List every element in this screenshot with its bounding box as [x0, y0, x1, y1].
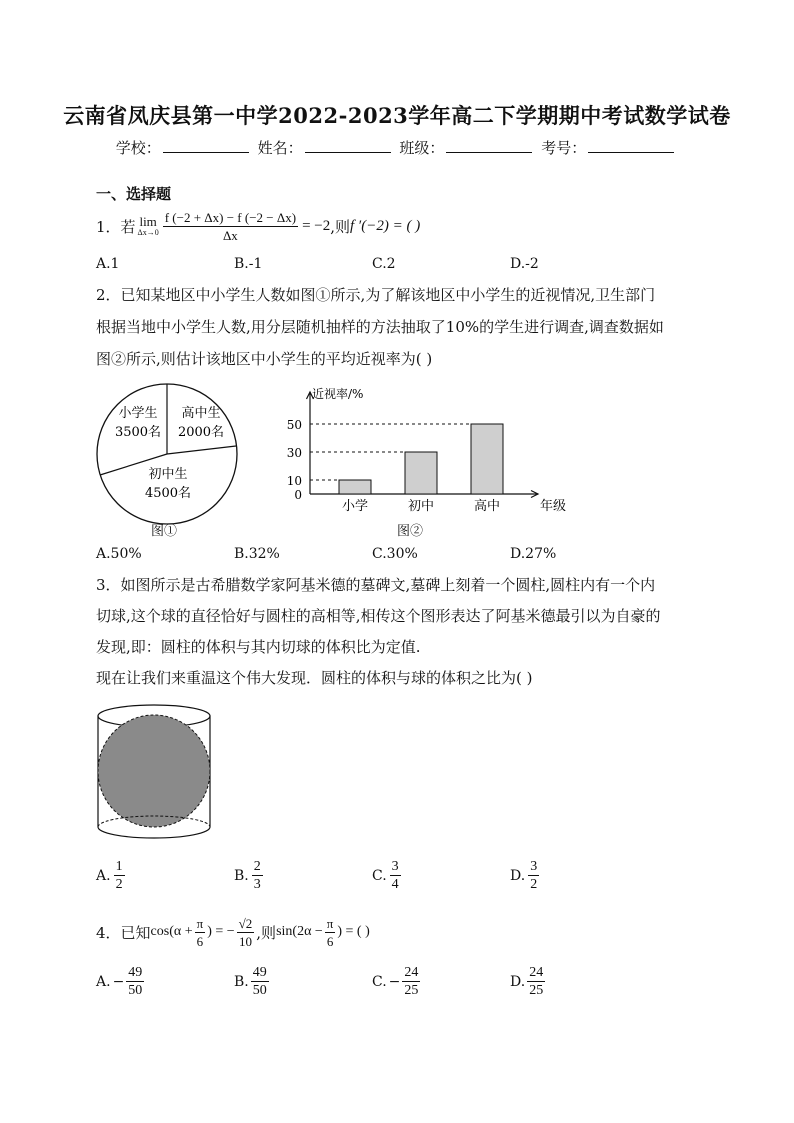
y-tick-label: 30	[286, 446, 302, 460]
question-4	[96, 910, 370, 954]
class-blank[interactable]	[446, 140, 532, 153]
bar-caption: 图②	[397, 524, 424, 539]
exam-no-label: 考号：	[541, 139, 587, 157]
x-axis-label: 年级	[540, 499, 567, 514]
q1-option-d[interactable]: D.-2	[510, 256, 539, 272]
y-tick-label: 0	[294, 488, 302, 502]
cylinder-sphere-figure	[92, 700, 222, 850]
student-info-row	[0, 137, 794, 158]
x-tick-label: 小学	[341, 499, 369, 514]
pie-slice-count: 2000名	[177, 425, 225, 440]
q4-prefix: 4．已知	[96, 923, 151, 942]
school-label: 学校：	[115, 139, 161, 157]
name-blank[interactable]	[305, 140, 391, 153]
q3-option-c[interactable]: C. $\frac{3}{4}$	[372, 859, 399, 892]
x-tick-label: 高中	[473, 499, 501, 514]
pie-caption: 图①	[151, 524, 178, 539]
exam-no-blank[interactable]	[588, 140, 674, 153]
q4-option-b[interactable]: B. $\frac{49}{50}$	[234, 965, 267, 998]
page-title: 云南省凤庆县第一中学2022-2023学年高二下学期期中考试数学试卷	[63, 103, 731, 128]
class-label: 班级：	[399, 139, 445, 157]
q1-equals: = −2	[302, 217, 331, 234]
q3-option-d[interactable]: D. $\frac{3}{2}$	[510, 859, 538, 892]
q2-option-a[interactable]: A.50%	[96, 546, 142, 562]
q4-root2-over-10: $\frac{√2}{10}$	[238, 915, 253, 949]
population-pie-chart	[90, 380, 250, 540]
q1-then: ,则	[330, 217, 351, 236]
q1-limit: lim Δx→0	[137, 214, 159, 237]
pie-slice-label: 小学生	[118, 406, 158, 421]
myopia-bar-chart	[280, 380, 570, 520]
y-tick-label: 50	[286, 418, 302, 432]
inscribed-sphere	[98, 715, 210, 827]
q3-line-3: 发现,即：圆柱的体积与其内切球的体积比为定值.	[96, 638, 421, 656]
pie-slice-count: 3500名	[114, 425, 162, 440]
q4-cos: cos(α +	[150, 924, 193, 939]
q2-option-b[interactable]: B.32%	[234, 546, 280, 562]
q4-option-a[interactable]: A. − $\frac{49}{50}$	[96, 965, 143, 998]
q1-option-b[interactable]: B.-1	[234, 256, 263, 272]
q4-sin: sin(2α −	[276, 924, 323, 939]
q1-option-c[interactable]: C.2	[372, 256, 396, 272]
section-heading: 一、选择题	[96, 185, 172, 203]
bar	[339, 480, 371, 494]
pie-slice-count: 4500名	[144, 486, 192, 501]
q2-line-1: 2．已知某地区中小学生人数如图①所示,为了解该地区中小学生的近视情况,卫生部门	[96, 286, 656, 304]
q3-option-a[interactable]: A. $\frac{1}{2}$	[96, 859, 123, 892]
q1-fraction: $\frac{f (-2 + \Delta x) - f (-2 - \Delta x)}{\Delta x}$	[164, 209, 297, 243]
q4-pi-over-6: $\frac{\pi}{6}$	[196, 915, 204, 949]
q2-line-3: 图②所示,则估计该地区中小学生的平均近视率为( )	[96, 350, 433, 368]
school-blank[interactable]	[163, 140, 249, 153]
q4-option-c[interactable]: C. − $\frac{24}{25}$	[372, 965, 419, 998]
y-tick-label: 10	[286, 474, 302, 488]
q4-option-d[interactable]: D. $\frac{24}{25}$	[510, 965, 544, 998]
q4-close: ) = ( )	[337, 924, 370, 939]
q1-target: f ′(−2) = ( )	[350, 217, 421, 234]
q4-then: ,则	[256, 923, 277, 942]
cylinder-bottom-front	[98, 827, 210, 838]
q2-option-c[interactable]: C.30%	[372, 546, 418, 562]
q1-option-a[interactable]: A.1	[96, 256, 120, 272]
pie-slice-label: 初中生	[148, 467, 188, 482]
q3-option-b[interactable]: B. $\frac{2}{3}$	[234, 859, 261, 892]
x-tick-label: 初中	[407, 499, 435, 514]
q2-option-d[interactable]: D.27%	[510, 546, 557, 562]
pie-slice-label: 高中生	[181, 406, 221, 421]
q3-line-2: 切球,这个球的直径恰好与圆柱的高相等,相传这个图形表达了阿基米德最引以为自豪的	[96, 607, 661, 625]
name-label: 姓名：	[257, 139, 303, 157]
bar	[471, 424, 503, 494]
bar	[405, 452, 437, 494]
y-axis-label: 近视率/%	[312, 387, 364, 401]
q1-number: 1．若	[96, 217, 136, 236]
q4-equals: ) = −	[207, 924, 235, 939]
q3-line-1: 3．如图所示是古希腊数学家阿基米德的墓碑文,墓碑上刻着一个圆柱,圆柱内有一个内	[96, 576, 656, 594]
q3-line-4: 现在让我们来重温这个伟大发现．圆柱的体积与球的体积之比为( )	[96, 669, 533, 687]
q4-pi-over-6-b: $\frac{\pi}{6}$	[326, 915, 334, 949]
question-1	[96, 206, 420, 246]
q2-line-2: 根据当地中小学生人数,用分层随机抽样的方法抽取了10%的学生进行调查,调查数据如	[96, 318, 664, 336]
